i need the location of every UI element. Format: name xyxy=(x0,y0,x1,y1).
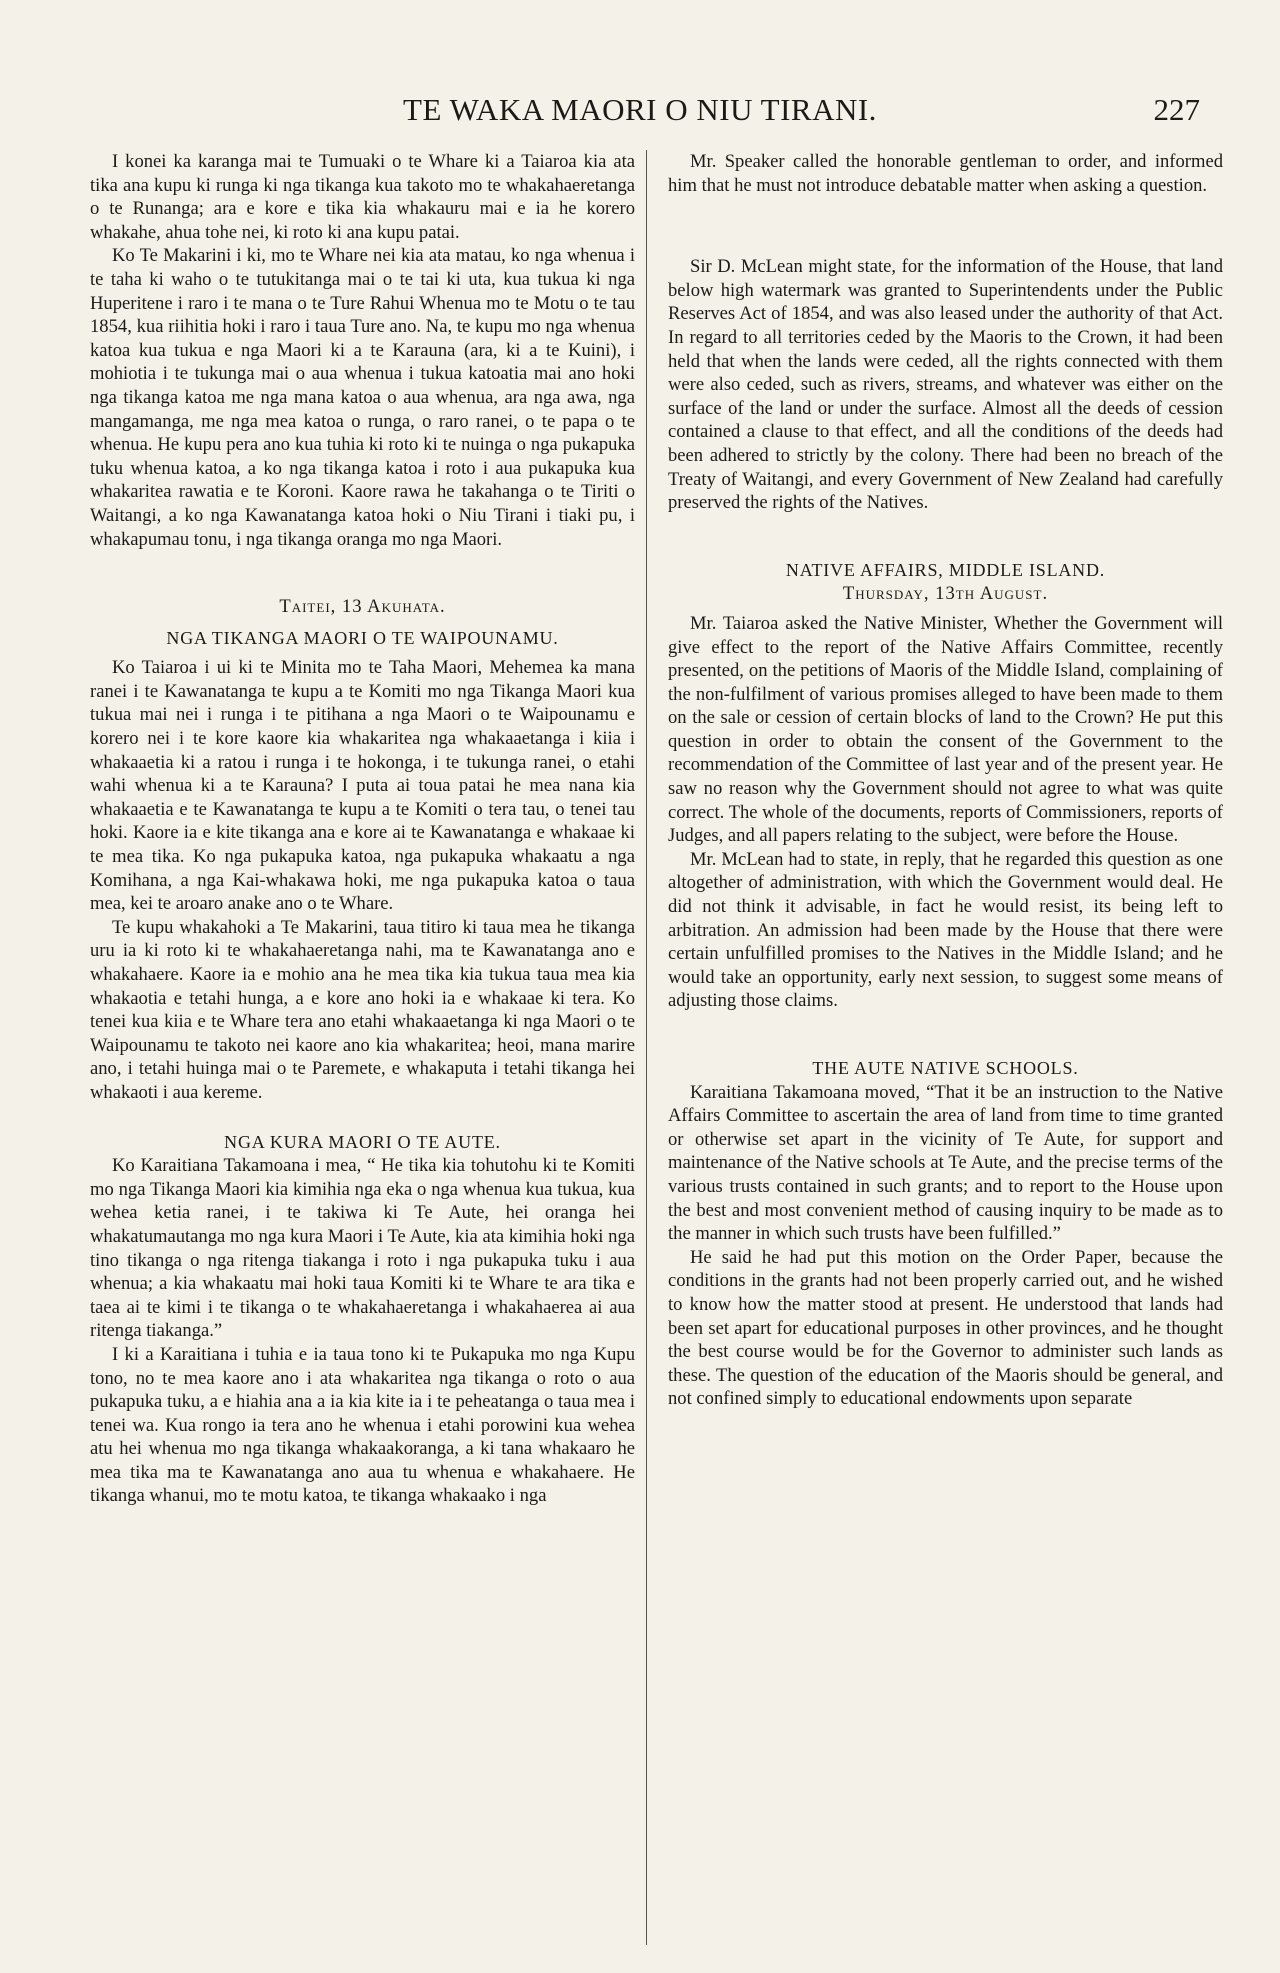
paragraph: Sir D. McLean might state, for the information of the House, that land below high watermark was granted to Superintendents under the Public Reserves Act of 1854, and was also leased under the authority of that Act. In regard to all territories ceded by the Maoris to the Crown, it had been held that when the lands were ceded, all the rights connected with them were also ceded, such as rivers, streams, and whatever was either on the surface of the land or under the surface. Almost all the deeds of cession contained a clause to that effect, and all the conditions of the deeds had been adhered to strictly by the colony. There had been no breach of the Treaty of Waitangi, and every Government of New Zealand had carefully preserved the rights of the Natives. xyxy=(668,256,1223,514)
section-heading: NGA KURA MAORI O TE AUTE. xyxy=(224,1131,501,1152)
paragraph: Mr. Speaker called the honorable gentleman to order, and informed him that he must not introduce debatable matter when asking a question. xyxy=(668,151,1223,196)
paragraph: Ko Te Makarini i ki, mo te Whare nei kia ata matau, ko nga whenua i te taha ki waho o te tutukitanga mai o te tai ki uta, kua tukua ki nga Huperitene i raro i te mana o te Ture Rahui Whenua mo te Motu o te tau 1854, kua riihitia hoki i raro i taua Ture ano. Na, te kupu mo nga whenua katoa kua tukua e nga Maori ki a te Karauna (ara, ki a te Kuini), i mohiotia i te tukunga mai o aua whenua i tukua katoatia mai ano hoki nga tikanga katoa me nga mana katoa o aua whenua, ara nga awa, nga mangamanga, me nga mea katoa o runga, o raro ranei, o te papa o te whenua. He kupu pera ano kua tuhia ki roto ki te nuinga o nga pukapuka tuku whenua katoa, a ko nga tikanga katoa i roto i aua pukapuka kua whakaritea rawatia e te Koroni. Kaore rawa he takahanga o te Tiriti o Waitangi, a ko nga Kawanatanga katoa hoki o Niu Tirani i tiaki pu, i whakapumau tonu, i nga tikanga oranga mo nga Maori. xyxy=(90,245,635,550)
paragraph: He said he had put this motion on the Order Paper, because the conditions in the grants had not been properly carried out, and he wished to know how the matter stood at present. He understood that lands had been set apart for educational purposes in other provinces, and he thought the best course would be for the Governor to administer such lands as these. The question of the education of the Maoris should be general, and not confined simply to educational endowments upon separate xyxy=(668,1246,1223,1410)
paragraph: Mr. McLean had to state, in reply, that he regarded this question as one altogether of administration, with which the Government would deal. He did not think it advisable, in fact he would resist, its being left to arbitration. An admission had been made by the House that there were certain unfulfilled promises to the Natives in the Middle Island; and he would take an opportunity, early next session, to suggest some means of adjusting those claims. xyxy=(668,848,1223,1012)
paragraph: Ko Taiaroa i ui ki te Minita mo te Taha Maori, Mehemea ka mana ranei i te Kawanatanga te kupu a te Komiti mo nga Tikanga Maori kua tukua mai nei i runga i te pitihana a nga Maori o te Waipounamu e korero nei i te kore kaore kia whakaritea nga whakaaetanga i kiia i whakaaetia ki a ratou i runga i te hokonga, i te tukunga ranei, o etahi wahi whenua ki a te Karauna? I puta ai toua patai he mea nana kia whakaaetia e te Kawanatanga te kupu a te Komiti o tera tau, o tenei tau hoki. Kaore ia e kite tikanga ana e kore ai te Kawanatanga e whakaae ki te mea tika. Ko nga pukapuka katoa, nga pukapuka whakaatu a nga Komihana, a nga Kai-whakawa hoki, me nga pukapuka katoa o taua mea, kei te aroaro anake ano o te Whare. xyxy=(90,657,635,915)
date-heading: Taitei, 13 Akuhata. xyxy=(279,596,446,618)
section-heading: THE AUTE NATIVE SCHOOLS. xyxy=(812,1058,1079,1078)
paragraph: Ko Karaitiana Takamoana i mea, “ He tika kia tohutohu ki te Komiti mo nga Tikanga Maori kia kimihia nga eka o nga whenua kua tukua, kua wehea ketia ranei, i te takiwa ki Te Aute, hei oranga hei whakatumautanga mo nga kura Maori i Te Aute, kia ata kimihia hoki nga tino tikanga o nga ritenga tiakanga i roto i nga pukapuka tuku i aua whenua; a kia whakaatu mai hoki taua Komiti ki te Whare te ara tika e taea ai te kimi i te tikanga o te whakahaeretanga i whakahaerea ai aua ritenga tiakanga.” xyxy=(90,1155,635,1342)
paragraph: I ki a Karaitiana i tuhia e ia taua tono ki te Pukapuka mo nga Kupu tono, no te mea kaore ano i ata whakaritea nga tikanga o roto o aua pukapuka tuku, a e hiahia ana a ia kia kite ia i te peheatanga o taua mea i tenei wa. Kua rongo ia tera ano he whenua i etahi porowini kua wehea atu hei whenua mo nga tikanga whakaakoranga, a ki tana whakaaro he mea tika ma te Kawanatanga ano aua tu whenua e whakahaere. He tikanga whanui, mo te motu katoa, te tikanga whakaako i nga xyxy=(90,1343,635,1507)
page-number: 227 xyxy=(1153,92,1200,127)
running-head: TE WAKA MAORI O NIU TIRANI. xyxy=(403,92,877,127)
maori-column xyxy=(90,150,635,1508)
section-heading: NGA TIKANGA MAORI O TE WAIPOUNAMU. xyxy=(166,627,559,648)
paragraph: I konei ka karanga mai te Tumuaki o te Whare ki a Taiaroa kia ata tika ana kupu ki runga ki nga tikanga kua takoto mo te whakahaeretanga o te Runanga; ara e kore e tika kia whakauru mai e ia he korero whakahe, ahua tohe nei, ki roto ki ana kupu patai. xyxy=(90,151,635,243)
section-heading: NATIVE AFFAIRS, MIDDLE ISLAND. xyxy=(785,559,1106,580)
paragraph: Karaitiana Takamoana moved, “That it be an instruction to the Native Affairs Committee to ascertain the area of land from time to time granted or otherwise set apart in the vicinity of Te Aute, for support and maintenance of the Native schools at Te Aute, and the precise terms of the various trusts contained in such grants; and to report to the House upon the best and most convenient method of causing inquiry to be made as to the manner in which such trusts have been fulfilled.” xyxy=(668,1081,1223,1245)
date-heading: Thursday, 13th August. xyxy=(842,583,1049,605)
paragraph: Te kupu whakahoki a Te Makarini, taua titiro ki taua mea he tikanga uru ia ki roto ki te whakahaeretanga nahi, ma te Kawanatanga ano e whakahaere. Kaore ia e mohio ana he mea tika kia tukua taua mea kia whakaotia e tetahi hunga, a e kore ano hoki ia e whakaae ki tera. Ko tenei kua kiia e te Whare tera ano etahi whakaaetanga ki nga Maori o te Waipounamu te takoto nei kaore ano kia whakaritea; heoi, mana marire ano, i tetahi huinga mai o te Paremete, e whakaputa i tetahi tikanga hei whakaoti i aua kereme. xyxy=(90,916,635,1103)
column-divider xyxy=(646,150,647,1945)
paragraph: Mr. Taiaroa asked the Native Minister, Whether the Government will give effect to the report of the Native Affairs Committee, recently presented, on the petitions of Maoris of the Middle Island, complaining of the non-fulfilment of various promises alleged to have been made to them on the sale or cession of certain blocks of land to the Crown? He put this question in order to obtain the consent of the Government to the recommendation of the Committee of last year and of the present year. He saw no reason why the Government should not agree to what was quite correct. The whole of the documents, reports of Commissioners, reports of Judges, and all papers relating to the subject, were before the House. xyxy=(668,612,1223,847)
english-column xyxy=(668,150,1223,1411)
